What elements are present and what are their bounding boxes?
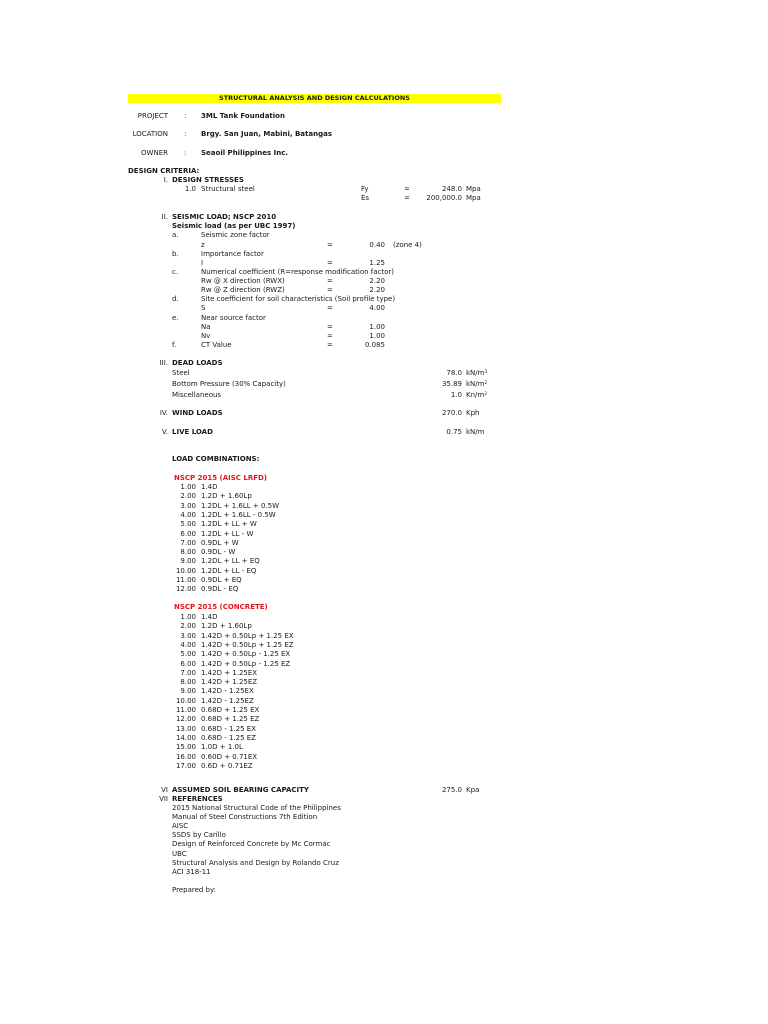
header-label: LOCATION: [132, 130, 168, 138]
load-value: 270.0: [441, 409, 462, 417]
parameter-value: 1.25: [369, 259, 385, 267]
combination-formula: 1.2DL + LL - EQ: [201, 566, 257, 575]
combination-formula: 0.9DL + W: [201, 538, 239, 547]
combination-formula: 1.0D + 1.0L: [201, 743, 243, 752]
combination-number: 2.00: [180, 492, 196, 501]
reference-item: UBC: [172, 849, 187, 858]
header-separator: :: [184, 112, 187, 120]
header-separator: :: [184, 149, 187, 157]
equals-sign: =: [327, 341, 333, 349]
unit-exponent: 3: [484, 370, 488, 375]
reference-item: ACI 318-11: [172, 867, 211, 876]
parameter-label: Importance factor: [201, 250, 264, 258]
load-combinations-heading: LOAD COMBINATIONS:: [172, 455, 260, 463]
equals-sign: =: [327, 286, 333, 294]
combination-formula: 1.2DL + LL + EQ: [201, 557, 260, 566]
parameter-label: Near source factor: [201, 314, 266, 322]
combination-formula: 0.68D - 1.25 EX: [201, 724, 256, 733]
load-unit: Kph: [466, 409, 480, 417]
unit-text: Kn/m: [466, 391, 485, 399]
soil-capacity-value: 275.0: [441, 786, 462, 794]
title-banner: [128, 94, 501, 103]
combination-number: 6.00: [180, 659, 196, 668]
reference-item: Manual of Steel Constructions 7th Edition: [172, 813, 318, 822]
combination-formula: 0.9DL + EQ: [201, 576, 242, 584]
section-number: I.: [163, 176, 168, 184]
load-unit: [466, 369, 487, 378]
combination-formula: 1.2D + 1.60Lp: [201, 492, 252, 501]
reference-item: SSDS by Carillo: [172, 831, 226, 840]
section-number: V.: [161, 428, 168, 436]
combination-formula: 1.42D + 0.50Lp - 1.25 EX: [201, 650, 291, 659]
section-number: VII: [159, 795, 168, 803]
value: 200,000.0: [426, 194, 462, 202]
unit: Mpa: [466, 185, 481, 193]
combination-formula: 1.42D + 0.50Lp + 1.25 EZ: [201, 640, 294, 649]
section-number: III.: [159, 359, 168, 367]
symbol: Es: [361, 194, 370, 202]
item-letter: f.: [172, 341, 177, 349]
parameter-label: Nv: [201, 332, 211, 340]
combination-formula: 0.68D + 1.25 EZ: [201, 715, 260, 724]
equals-sign: =: [327, 277, 333, 285]
equals-sign: =: [327, 259, 333, 267]
equals-sign: =: [327, 332, 333, 340]
unit: Mpa: [466, 194, 481, 202]
combination-formula: 0.9DL - EQ: [201, 585, 239, 594]
equals-sign: =: [404, 185, 410, 193]
combination-number: 1.00: [180, 483, 196, 491]
combination-formula: 1.42D - 1.25EZ: [201, 696, 254, 705]
combination-number: 16.00: [175, 752, 196, 761]
equals-sign: =: [327, 304, 333, 312]
combination-formula: 1.42D + 0.50Lp - 1.25 EZ: [201, 659, 291, 668]
reference-item: Structural Analysis and Design by Rolando Cruz: [172, 858, 339, 867]
item-letter: b.: [172, 250, 179, 258]
load-value: 78.0: [446, 369, 462, 377]
combination-formula: 0.68D - 1.25 EZ: [201, 733, 256, 742]
combination-number: 10.00: [175, 566, 196, 575]
combination-formula: 1.42D + 0.50Lp + 1.25 EX: [201, 631, 294, 640]
parameter-value: 0.085: [364, 341, 385, 349]
item-letter: a.: [172, 231, 179, 239]
combination-formula: 1.2DL + 1.6LL - 0.5W: [201, 510, 276, 519]
combination-number: 3.00: [180, 631, 196, 640]
parameter-label: I: [201, 259, 204, 267]
section-title: WIND LOADS: [172, 409, 223, 417]
parameter-label: Na: [201, 323, 211, 331]
combination-formula: 0.9DL - W: [201, 548, 236, 557]
parameter-label: z: [201, 241, 205, 249]
load-label: Steel: [172, 369, 190, 377]
combination-number: 12.00: [175, 715, 196, 724]
combination-formula: 1.2DL + LL - W: [201, 529, 254, 538]
equals-sign: =: [327, 241, 333, 249]
combination-number: 12.00: [175, 585, 196, 594]
parameter-note: (zone 4): [393, 241, 422, 249]
combination-formula: 1.42D + 1.25EZ: [201, 678, 258, 687]
combination-number: 11.00: [175, 576, 196, 584]
combination-formula: 1.4D: [201, 613, 218, 621]
combination-number: 10.00: [175, 696, 196, 705]
load-unit: [466, 391, 487, 400]
parameter-value: 1.00: [369, 323, 385, 331]
parameter-label: Seismic zone factor: [201, 231, 270, 239]
parameter-label: Numerical coefficient (R=response modification factor): [201, 268, 395, 276]
parameter-value: 4.00: [369, 304, 385, 312]
item-label: Structural steel: [201, 185, 255, 193]
section-title: REFERENCES: [172, 795, 223, 803]
section-title: DEAD LOADS: [172, 359, 223, 367]
section-title: DESIGN STRESSES: [172, 176, 244, 184]
equals-sign: =: [327, 323, 333, 331]
combination-number: 13.00: [175, 724, 196, 733]
combination-formula: 0.60D + 0.71EX: [201, 752, 258, 761]
item-letter: d.: [172, 295, 179, 303]
combination-formula: 1.2DL + 1.6LL + 0.5W: [201, 501, 280, 510]
combination-number: 2.00: [180, 622, 196, 631]
reference-item: Design of Reinforced Concrete by Mc Cormac: [172, 840, 331, 849]
combination-formula: 1.4D: [201, 483, 218, 491]
combination-formula: 1.42D - 1.25EX: [201, 687, 254, 696]
parameter-label: Rw @ Z direction (RWZ): [201, 286, 285, 294]
header-value: 3ML Tank Foundation: [201, 112, 285, 120]
symbol: Fy: [361, 185, 369, 193]
load-unit: [466, 380, 487, 389]
design-criteria-heading: DESIGN CRITERIA:: [128, 167, 200, 175]
parameter-label: S: [201, 304, 206, 312]
unit-text: kN/m: [466, 380, 485, 388]
combination-number: 14.00: [175, 733, 196, 742]
combination-number: 9.00: [180, 557, 196, 566]
parameter-label: Site coefficient for soil characteristics (Soil profile type): [201, 295, 396, 303]
item-letter: c.: [172, 268, 179, 276]
combination-number: 7.00: [180, 668, 196, 677]
parameter-value: 2.20: [369, 277, 385, 285]
unit-exponent: 2: [484, 381, 488, 386]
reference-item: 2015 National Structural Code of the Philippines: [172, 804, 341, 812]
soil-capacity-unit: Kpa: [466, 786, 480, 794]
load-value: 1.0: [450, 391, 462, 399]
combination-formula: 1.42D + 1.25EX: [201, 668, 258, 677]
parameter-label: CT Value: [201, 341, 232, 349]
section-number: II.: [161, 213, 168, 221]
header-label: PROJECT: [137, 112, 168, 120]
equals-sign: =: [404, 194, 410, 202]
load-label: Miscellaneous: [172, 391, 222, 399]
combination-formula: 1.2DL + LL + W: [201, 520, 257, 529]
document-title: STRUCTURAL ANALYSIS AND DESIGN CALCULATIONS: [219, 94, 410, 102]
combination-number: 9.00: [180, 687, 196, 696]
load-label: Bottom Pressure (30% Capacity): [172, 380, 286, 388]
parameter-label: Rw @ X direction (RWX): [201, 277, 285, 285]
parameter-value: 1.00: [369, 332, 385, 340]
load-value: 0.75: [446, 428, 462, 436]
unit-exponent: 2: [484, 392, 488, 397]
reference-item: AISC: [172, 822, 189, 831]
unit-text: kN/m: [466, 369, 485, 377]
section-subtitle: Seismic load (as per UBC 1997): [172, 222, 296, 230]
concrete-combinations-title: NSCP 2015 (CONCRETE): [174, 603, 268, 611]
combination-formula: 1.2D + 1.60Lp: [201, 622, 252, 631]
header-value: Seaoil Philippines Inc.: [201, 149, 289, 157]
combination-formula: 0.6D + 0.71EZ: [201, 761, 253, 770]
combination-number: 5.00: [180, 520, 196, 529]
parameter-value: 0.40: [369, 241, 385, 249]
combination-number: 11.00: [175, 706, 196, 714]
section-number: IV.: [159, 409, 168, 417]
prepared-by-label: Prepared by:: [172, 886, 216, 894]
combination-number: 8.00: [180, 678, 196, 687]
section-title: ASSUMED SOIL BEARING CAPACITY: [172, 786, 309, 794]
combination-number: 7.00: [180, 538, 196, 547]
lrfd-combinations-title: NSCP 2015 (AISC LRFD): [174, 474, 268, 482]
combination-number: 15.00: [175, 743, 196, 752]
section-number: VI: [161, 786, 168, 794]
combination-number: 5.00: [180, 650, 196, 659]
header-label: OWNER: [141, 149, 168, 157]
item-letter: e.: [172, 314, 179, 322]
item-number: 1.0: [184, 185, 196, 193]
section-title: SEISMIC LOAD; NSCP 2010: [172, 213, 277, 221]
header-separator: :: [184, 130, 187, 138]
section-title: LIVE LOAD: [172, 428, 213, 436]
value: 248.0: [441, 185, 462, 193]
combination-number: 17.00: [175, 761, 196, 770]
combination-number: 6.00: [180, 529, 196, 538]
combination-number: 1.00: [180, 613, 196, 621]
load-unit: kN/m: [466, 428, 485, 436]
combination-number: 4.00: [180, 640, 196, 649]
parameter-value: 2.20: [369, 286, 385, 294]
combination-number: 4.00: [180, 510, 196, 519]
load-value: 35.89: [441, 380, 462, 388]
combination-formula: 0.68D + 1.25 EX: [201, 706, 260, 714]
combination-number: 8.00: [180, 548, 196, 557]
header-value: Brgy. San Juan, Mabini, Batangas: [201, 130, 332, 138]
combination-number: 3.00: [180, 501, 196, 510]
